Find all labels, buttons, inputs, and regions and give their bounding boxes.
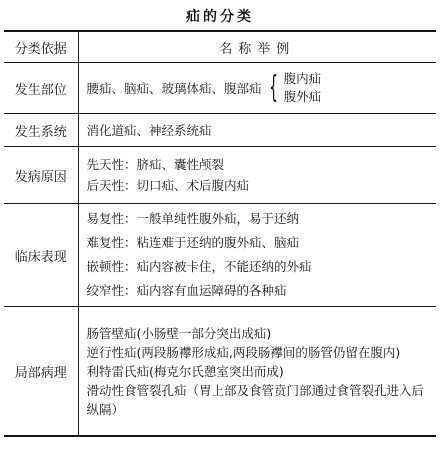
table-row xyxy=(4,204,436,307)
row-category: 局部病理 xyxy=(4,307,78,437)
example-line: 难复性：粘连难于还纳的腹外疝、脑疝 xyxy=(86,235,300,250)
branch-item: 腹内疝 xyxy=(283,71,322,86)
example-line: 腰疝、脑疝、玻璃体疝、腹部疝 xyxy=(86,81,262,96)
brace-symbol: { xyxy=(268,70,278,105)
row-category: 临床表现 xyxy=(4,204,78,307)
header-basis: 分类依据 xyxy=(4,31,78,63)
row-category: 发生系统 xyxy=(4,114,78,147)
row-examples xyxy=(78,114,436,147)
table-row xyxy=(4,63,436,114)
site-branches xyxy=(284,70,322,106)
example-line: 绞窄性：疝内容有血运障碍的各种疝 xyxy=(86,283,287,298)
table-row xyxy=(4,307,436,437)
row-examples xyxy=(78,63,436,114)
row-category: 发生部位 xyxy=(4,63,78,114)
row-category: 发病原因 xyxy=(4,147,78,204)
row-examples xyxy=(78,147,436,204)
table-row xyxy=(4,147,436,204)
example-line: 消化道疝、神经系统疝 xyxy=(86,122,212,138)
header-examples xyxy=(78,31,436,63)
site-examples xyxy=(87,64,437,112)
example-line: 嵌顿性：疝内容被卡住，不能还纳的外疝 xyxy=(86,259,312,274)
example-line: 易复性：一般单纯性腹外疝，易于还纳 xyxy=(86,211,300,226)
example-line: 利特雷氏疝(梅克尔氏憩室突出而成) xyxy=(86,363,284,379)
example-line: 先天性：脐疝、囊性颅裂 xyxy=(86,157,225,172)
row-examples xyxy=(78,307,436,437)
row-examples xyxy=(78,204,436,307)
table-header-row xyxy=(4,31,436,63)
table-row xyxy=(4,114,436,147)
table-title: 疝的分类 xyxy=(186,9,254,25)
example-line: 逆行性疝(两段肠襻形成疝,两段肠襻间的肠管仍留在腹内) xyxy=(86,344,401,360)
example-line: 滑动性食管裂孔疝（胃上部及食管贲门部通过食管裂孔进入后纵隔） xyxy=(86,382,425,417)
example-line: 肠管壁疝(小肠壁一部分突出成疝) xyxy=(86,325,272,341)
header-examples-text: 名称举例 xyxy=(219,41,296,57)
hernia-classification-table xyxy=(4,30,436,437)
example-line: 后天性：切口疝、术后腹内疝 xyxy=(86,178,250,193)
branch-item: 腹外疝 xyxy=(283,89,322,104)
